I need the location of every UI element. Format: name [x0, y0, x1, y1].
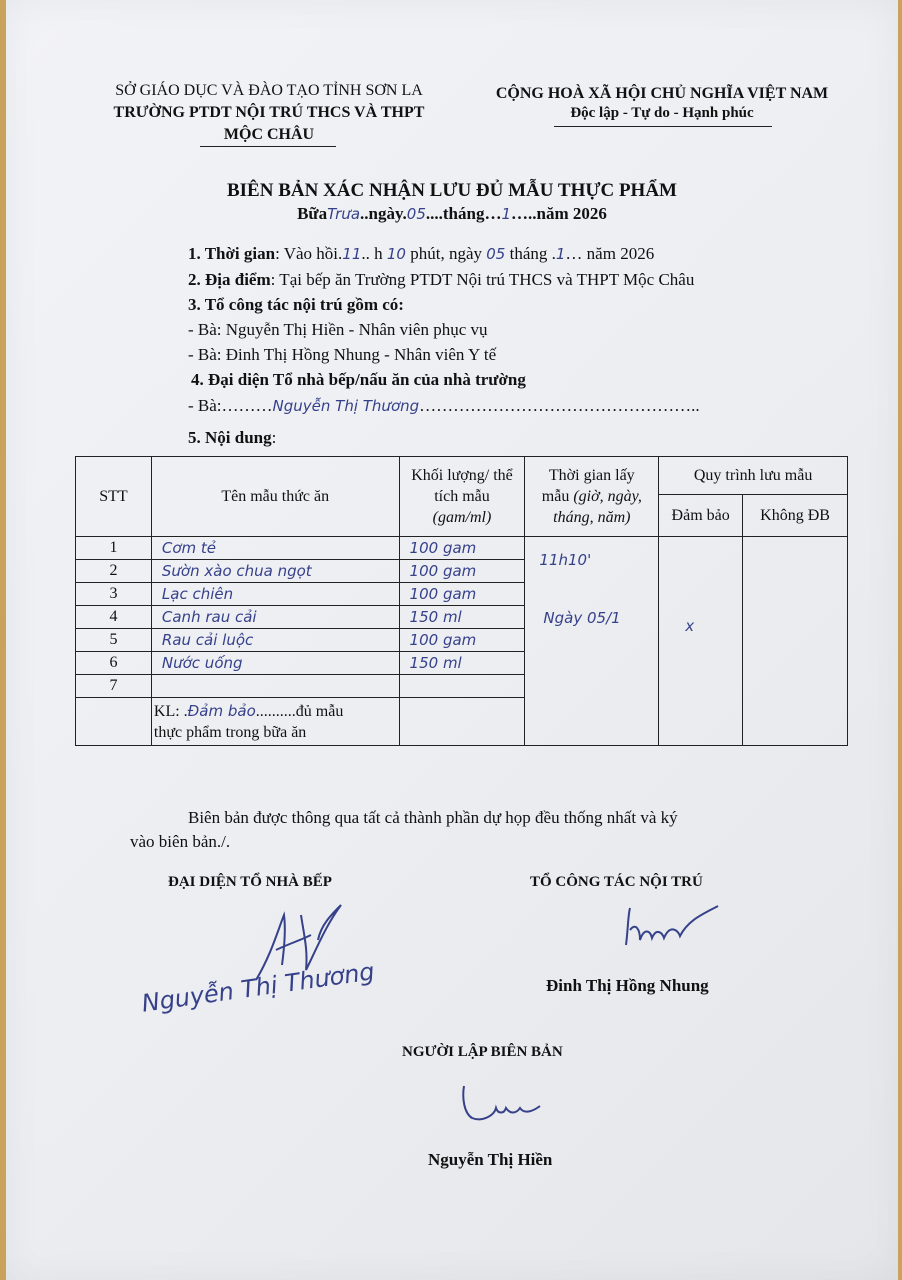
kitchen-rep-handwritten: Nguyễn Thị Thương — [272, 397, 420, 415]
closing-line-2: vào biên bản./. — [130, 832, 231, 851]
school-location: MỘC CHÂU — [223, 126, 315, 143]
sample-time-cell — [525, 537, 659, 746]
team-member-2: - Bà: Đinh Thị Hồng Nhung - Nhân viên Y tế — [188, 345, 497, 364]
table-row: 2 Sườn xào chua ngọt 100 gam — [76, 560, 848, 583]
meal-date-line: BữaTrưa..ngày.05....tháng…1…..năm 2026 — [297, 204, 607, 223]
month-handwritten: 1 — [501, 205, 512, 223]
table-row: 6 Nước uống 150 ml — [76, 652, 848, 675]
writer-signature-icon — [454, 1078, 554, 1128]
header-ok: Đảm bảo — [659, 495, 743, 537]
boarding-signature-icon — [618, 900, 728, 955]
country-name: CỘNG HOÀ XÃ HỘI CHỦ NGHĨA VIỆT NAM — [495, 85, 829, 102]
table-row: 4 Canh rau cải 150 ml — [76, 606, 848, 629]
sample-table — [75, 456, 848, 746]
section-kitchen-rep: 4. Đại diện Tổ nhà bếp/nấu ăn của nhà trường — [191, 370, 526, 389]
document-title: BIÊN BẢN XÁC NHẬN LƯU ĐỦ MẪU THỰC PHẨM — [226, 180, 677, 201]
sample-time-handwritten: 11h10' — [539, 551, 592, 569]
writer-title: NGƯỜI LẬP BIÊN BẢN — [402, 1044, 563, 1060]
header-not-ok: Không ĐB — [743, 495, 848, 537]
header-left-underline — [200, 146, 336, 147]
closing-line-1: Biên bản được thông qua tất cả thành phần dự họp đều thống nhất và ký — [188, 808, 678, 827]
school-name: TRƯỜNG PTDT NỘI TRÚ THCS VÀ THPT — [113, 104, 425, 121]
kitchen-rep-title: ĐẠI DIỆN TỔ NHÀ BẾP — [168, 874, 332, 890]
section-content: 5. Nội dung: — [188, 428, 277, 447]
writer-name: Nguyễn Thị Hiền — [428, 1150, 553, 1169]
team-member-1: - Bà: Nguyễn Thị Hiền - Nhân viên phục vụ — [188, 320, 488, 339]
boarding-rep-name: Đinh Thị Hồng Nhung — [546, 976, 709, 995]
table-row: 1 Cơm tẻ 100 gam 11h10' Ngày 05/1 x — [76, 537, 848, 560]
conclusion-cell: KL: .Đảm bảo..........đủ mẫu thực phẩm trong bữa ăn — [151, 698, 399, 746]
table-row: 5 Rau cải luộc 100 gam — [76, 629, 848, 652]
not-ok-cell — [743, 537, 848, 746]
header-stt: STT — [76, 457, 152, 537]
header-sample-time: Thời gian lấy mẫu (giờ, ngày, tháng, năm) — [525, 457, 659, 537]
boarding-team-title: TỔ CÔNG TÁC NỘI TRÚ — [530, 874, 703, 890]
day-handwritten: 05 — [406, 205, 426, 223]
meal-handwritten: Trưa — [327, 205, 361, 223]
table-row: 7 — [76, 675, 848, 698]
ok-cell — [659, 537, 743, 746]
kitchen-rep-name-handwritten: Nguyễn Thị Thương — [140, 957, 377, 1018]
table-row: 3 Lạc chiên 100 gam — [76, 583, 848, 606]
header-process: Quy trình lưu mẫu — [659, 457, 848, 495]
document-page — [6, 0, 898, 1280]
section-time: 1. Thời gian: Vào hồi.11.. h 10 phút, ngày 05 tháng .1… năm 2026 — [188, 244, 655, 263]
national-motto: Độc lập - Tự do - Hạnh phúc — [570, 105, 754, 121]
ok-mark: x — [685, 617, 695, 635]
section-team: 3. Tổ công tác nội trú gồm có: — [188, 295, 404, 314]
section-location: 2. Địa điểm: Tại bếp ăn Trường PTDT Nội trú THCS và THPT Mộc Châu — [188, 270, 695, 289]
kitchen-rep-line: - Bà:………Nguyễn Thị Thương………………………………………….. — [188, 396, 700, 415]
header-food-name: Tên mẫu thức ăn — [151, 457, 399, 537]
header-right-underline — [554, 126, 772, 127]
sample-date-handwritten: Ngày 05/1 — [543, 609, 621, 627]
header-weight: Khối lượng/ thể tích mẫu (gam/ml) — [399, 457, 525, 537]
department-name: SỞ GIÁO DỤC VÀ ĐÀO TẠO TỈNH SƠN LA — [115, 82, 423, 99]
